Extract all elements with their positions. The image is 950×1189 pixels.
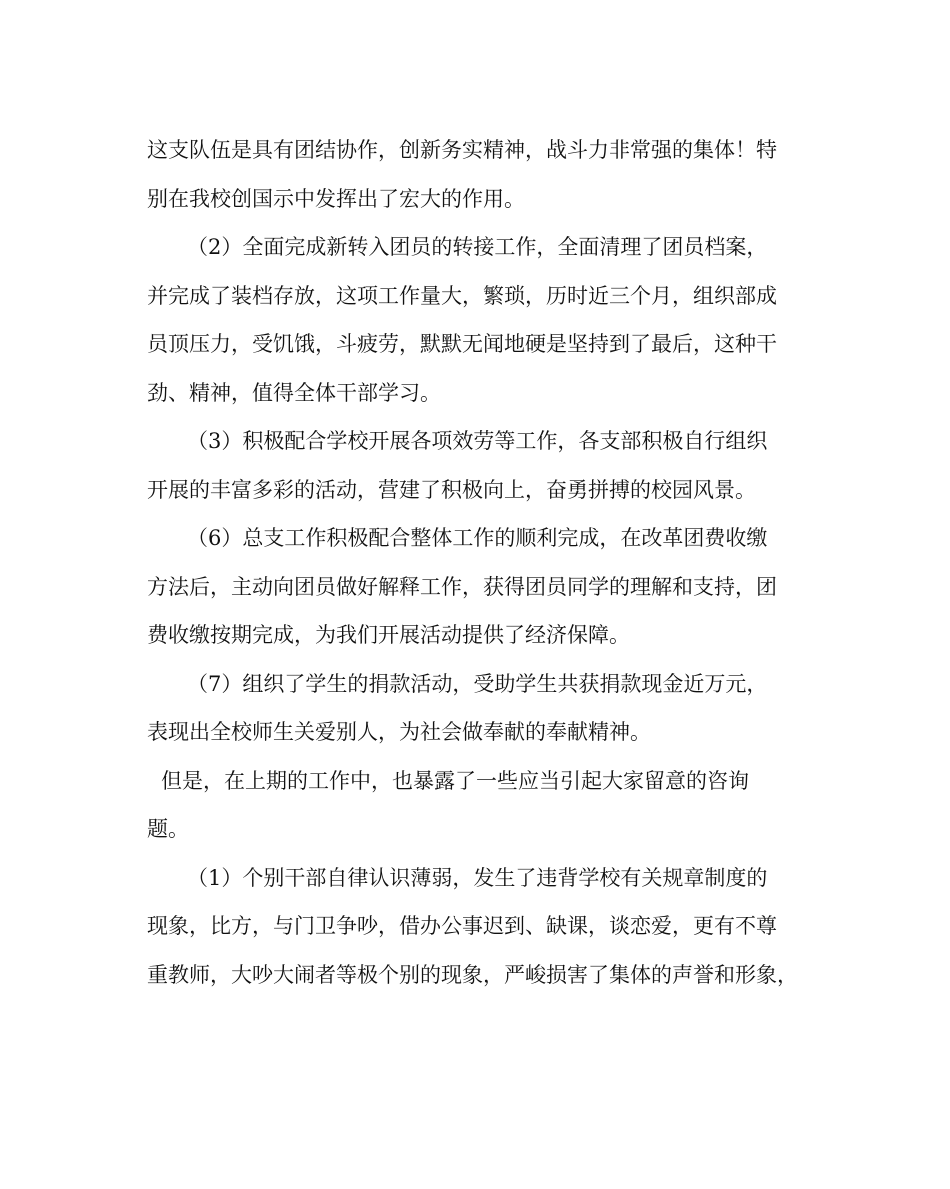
text-line: 开展的丰富多彩的活动，营建了积极向上，奋勇拼搏的校园风景。 bbox=[147, 477, 756, 502]
text-line: 这支队伍是具有团结协作，创新务实精神，战斗力非常强的集体！特 bbox=[147, 138, 777, 162]
text-line: （7）组织了学生的捐款活动，受助学生共获捐款现金近万元， bbox=[187, 671, 768, 696]
text-line: 员顶压力，受饥饿，斗疲劳，默默无闻地硬是坚持到了最后，这种干 bbox=[147, 332, 777, 356]
text-line: 表现出全校师生关爱别人，为社会做奉献的奉献精神。 bbox=[147, 720, 651, 744]
text-line: 重教师，大吵大闹者等极个别的现象，严峻损害了集体的声誉和形象， bbox=[147, 962, 798, 987]
text-line: 费收缴按期完成，为我们开展活动提供了经济保障。 bbox=[147, 623, 630, 647]
document-body bbox=[147, 126, 827, 999]
text-line: 现象，比方，与门卫争吵，借办公事迟到、缺课，谈恋爱，更有不尊 bbox=[147, 914, 777, 938]
text-line: （6）总支工作积极配合整体工作的顺利完成，在改革团费收缴 bbox=[187, 526, 768, 550]
text-line: （1）个别干部自律认识薄弱，发生了违背学校有关规章制度的 bbox=[187, 865, 768, 890]
text-line: 并完成了装档存放，这项工作量大，繁琐，历时近三个月，组织部成 bbox=[147, 283, 777, 308]
text-line: 劲、精神，值得全体干部学习。 bbox=[147, 380, 441, 405]
text-line: 别在我校创国示中发挥出了宏大的作用。 bbox=[147, 186, 525, 211]
text-line: 但是，在上期的工作中，也暴露了一些应当引起大家留意的咨询 bbox=[161, 768, 749, 793]
text-line: （2）全面完成新转入团员的转接工作，全面清理了团员档案， bbox=[187, 235, 768, 259]
text-line: （3）积极配合学校开展各项效劳等工作，各支部积极自行组织 bbox=[187, 429, 768, 453]
text-line: 题。 bbox=[147, 817, 189, 841]
text-line: 方法后，主动向团员做好解释工作，获得团员同学的理解和支持，团 bbox=[147, 574, 777, 599]
